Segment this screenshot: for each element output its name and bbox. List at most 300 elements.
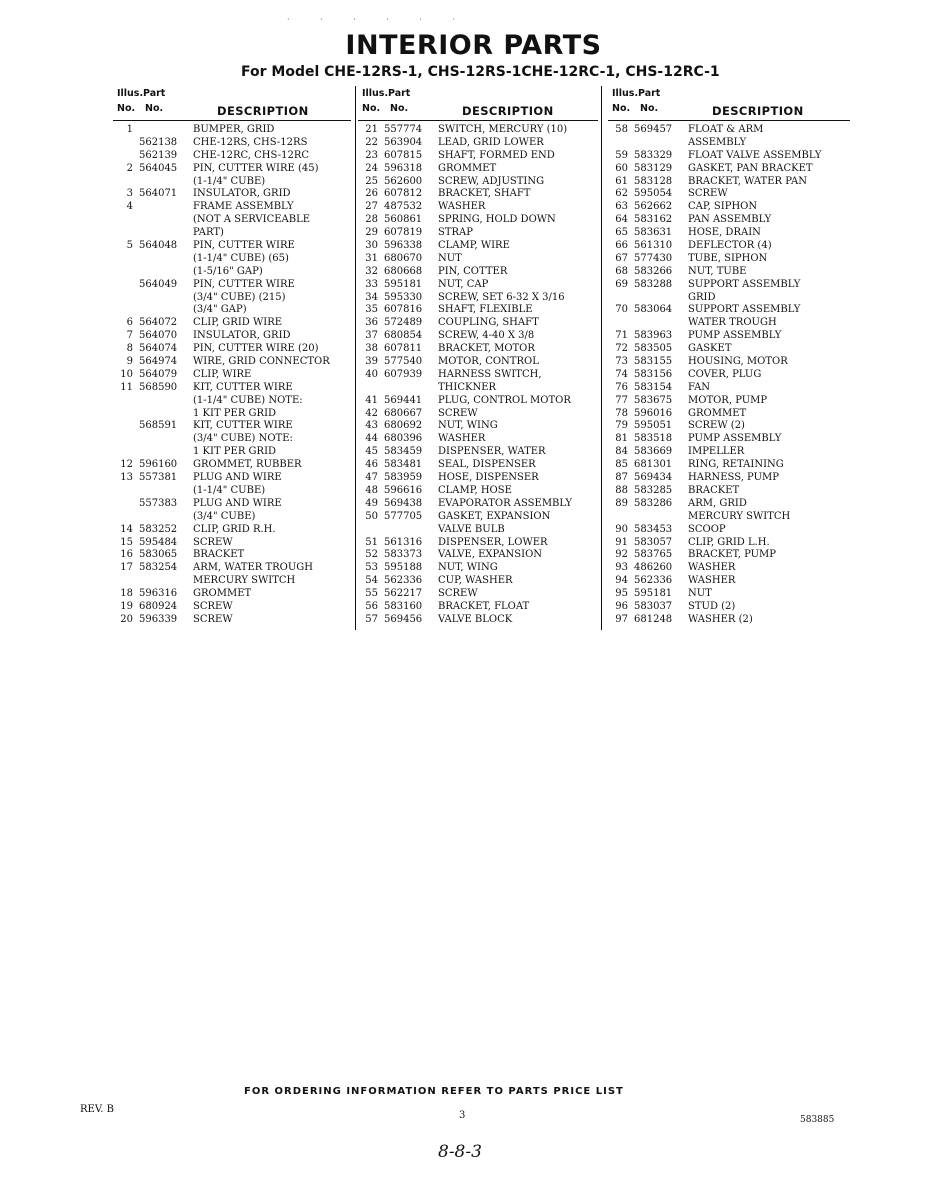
part-number: 595188 [384, 562, 423, 574]
part-description: MERCURY SWITCH [193, 575, 296, 587]
parts-row [113, 227, 351, 240]
illus-number: 94 [615, 575, 628, 587]
illus-number: 22 [365, 136, 378, 148]
part-number: 583959 [384, 472, 423, 484]
illus-number: 59 [615, 149, 628, 161]
part-number: 564074 [139, 343, 178, 355]
part-number: 583765 [634, 549, 673, 561]
part-description: SCREW (2) [688, 420, 745, 432]
illus-number: 76 [615, 381, 628, 393]
illus-number: 88 [615, 484, 628, 496]
parts-row [358, 343, 598, 356]
parts-row [358, 382, 598, 395]
part-number: 564045 [139, 162, 178, 174]
illus-number: 65 [615, 227, 628, 239]
parts-row [358, 446, 598, 459]
header-part: Part [638, 88, 661, 99]
illus-number: 44 [365, 433, 378, 445]
parts-row [113, 343, 351, 356]
part-number: 568591 [139, 420, 178, 432]
illus-number: 38 [365, 343, 378, 355]
parts-row [113, 292, 351, 305]
part-description: WIRE, GRID CONNECTOR [193, 356, 330, 368]
parts-row [113, 214, 351, 227]
part-description: PLUG AND WIRE [193, 472, 282, 484]
part-description: (3/4" CUBE) [193, 510, 256, 522]
parts-row [113, 304, 351, 317]
part-number: 583252 [139, 523, 178, 535]
parts-row [608, 279, 850, 292]
part-number: 557383 [139, 497, 178, 509]
parts-row [608, 253, 850, 266]
part-description: MERCURY SWITCH [688, 510, 791, 522]
part-number: 583631 [634, 227, 673, 239]
parts-row [608, 433, 850, 446]
parts-row [608, 614, 850, 627]
illus-number: 7 [126, 330, 133, 342]
part-description: GRID [688, 291, 716, 303]
part-description: VALVE BLOCK [438, 613, 513, 625]
part-description: NUT, TUBE [688, 265, 747, 277]
part-description: VALVE BULB [438, 523, 505, 535]
parts-row [358, 498, 598, 511]
part-number: 583162 [634, 214, 673, 226]
part-description: ARM, GRID [688, 497, 747, 509]
part-description: LEAD, GRID LOWER [438, 136, 544, 148]
parts-row [608, 317, 850, 330]
part-number: 595181 [634, 588, 673, 600]
parts-row [358, 227, 598, 240]
part-number: 607815 [384, 149, 423, 161]
illus-number: 58 [615, 124, 628, 135]
part-description: GASKET [688, 343, 732, 355]
parts-row [358, 472, 598, 485]
part-description: SUPPORT ASSEMBLY [688, 278, 801, 290]
part-description: GASKET, EXPANSION [438, 510, 551, 522]
parts-row [358, 253, 598, 266]
parts-row [113, 356, 351, 369]
illus-number: 62 [615, 188, 628, 200]
part-number: 583064 [634, 304, 673, 316]
part-number: 595051 [634, 420, 673, 432]
handwritten-mark: 8-8-3 [438, 1142, 482, 1162]
illus-number: 40 [365, 368, 378, 380]
part-number: 583481 [384, 459, 423, 471]
illus-number: 74 [615, 368, 628, 380]
part-number: 583963 [634, 330, 673, 342]
part-description: (1-1/4" CUBE) [193, 484, 266, 496]
parts-row [358, 266, 598, 279]
parts-row [358, 330, 598, 343]
header-illus: Illus. [117, 88, 144, 99]
parts-row [608, 382, 850, 395]
illus-number: 57 [365, 613, 378, 625]
parts-column-3 [608, 86, 850, 627]
part-description: NUT, WING [438, 420, 498, 432]
header-no: No. [640, 103, 659, 114]
part-description: IMPELLER [688, 446, 745, 458]
illus-number: 68 [615, 265, 628, 277]
illus-number: 27 [365, 201, 378, 213]
header-no: No. [145, 103, 164, 114]
part-description: COVER, PLUG [688, 368, 762, 380]
illus-number: 95 [615, 588, 628, 600]
parts-row [113, 537, 351, 550]
illus-number: 46 [365, 459, 378, 471]
illus-number: 11 [120, 381, 133, 393]
illus-number: 69 [615, 278, 628, 290]
page-title: INTERIOR PARTS [345, 30, 602, 61]
part-number: 583154 [634, 381, 673, 393]
parts-row [358, 395, 598, 408]
part-description: DISPENSER, LOWER [438, 536, 548, 548]
parts-row [113, 485, 351, 498]
part-number: 569457 [634, 124, 673, 135]
part-description: CLIP, GRID L.H. [688, 536, 770, 548]
part-description: PUMP ASSEMBLY [688, 330, 782, 342]
illus-number: 16 [120, 549, 133, 561]
illus-number: 54 [365, 575, 378, 587]
part-number: 680668 [384, 265, 423, 277]
part-number: 596316 [139, 588, 178, 600]
part-number: 569456 [384, 613, 423, 625]
part-description: HOSE, DRAIN [688, 227, 761, 239]
header-no: No. [362, 103, 381, 114]
parts-row [113, 446, 351, 459]
header-part: Part [143, 88, 166, 99]
part-number: 562336 [634, 575, 673, 587]
illus-number: 12 [120, 459, 133, 471]
illus-number: 51 [365, 536, 378, 548]
part-description: SEAL, DISPENSER [438, 459, 536, 471]
illus-number: 42 [365, 407, 378, 419]
part-description: ARM, WATER TROUGH [193, 562, 314, 574]
illus-number: 43 [365, 420, 378, 432]
parts-row [608, 498, 850, 511]
illus-number: 36 [365, 317, 378, 329]
parts-row [608, 188, 850, 201]
illus-number: 90 [615, 523, 628, 535]
parts-row [358, 433, 598, 446]
parts-row [608, 369, 850, 382]
part-description: SUPPORT ASSEMBLY [688, 304, 801, 316]
parts-row [113, 472, 351, 485]
part-description: (1-1/4" CUBE) [193, 175, 266, 187]
illus-number: 31 [365, 252, 378, 264]
part-number: 583285 [634, 484, 673, 496]
illus-number: 14 [120, 523, 133, 535]
part-number: 560861 [384, 214, 423, 226]
illus-number: 61 [615, 175, 628, 187]
part-description: PIN, COTTER [438, 265, 508, 277]
parts-row [608, 227, 850, 240]
parts-row [113, 188, 351, 201]
scan-specks: · · · · · · [287, 15, 469, 24]
part-number: 569438 [384, 497, 423, 509]
illus-number: 89 [615, 497, 628, 509]
illus-number: 35 [365, 304, 378, 316]
parts-row [113, 201, 351, 214]
part-number: 596016 [634, 407, 673, 419]
illus-number: 17 [120, 562, 133, 574]
part-description: GROMMET [688, 407, 747, 419]
part-description: 1 KIT PER GRID [193, 407, 277, 419]
part-number: 607939 [384, 368, 423, 380]
part-description: PLUG AND WIRE [193, 497, 282, 509]
parts-row [608, 408, 850, 421]
part-number: 487532 [384, 201, 423, 213]
illus-number: 15 [120, 536, 133, 548]
illus-number: 66 [615, 240, 628, 252]
part-number: 557774 [384, 124, 423, 135]
part-number: 583266 [634, 265, 673, 277]
part-description: FLOAT & ARM [688, 124, 764, 135]
part-description: (1-5/16" GAP) [193, 265, 263, 277]
part-number: 680670 [384, 252, 423, 264]
parts-list [113, 124, 351, 627]
part-number: 583675 [634, 394, 673, 406]
illus-number: 55 [365, 588, 378, 600]
part-description: STUD (2) [688, 600, 736, 612]
part-description: PIN, CUTTER WIRE [193, 278, 295, 290]
part-description: BRACKET, MOTOR [438, 343, 535, 355]
parts-row [113, 575, 351, 588]
illus-number: 19 [120, 600, 133, 612]
part-description: 1 KIT PER GRID [193, 446, 277, 458]
illus-number: 8 [126, 343, 133, 355]
illus-number: 23 [365, 149, 378, 161]
part-description: PIN, CUTTER WIRE (20) [193, 343, 319, 355]
header-illus: Illus. [362, 88, 389, 99]
part-description: ASSEMBLY [688, 136, 747, 148]
header-description: DESCRIPTION [462, 104, 554, 118]
part-description: SCREW [438, 407, 478, 419]
parts-row [113, 253, 351, 266]
parts-row [358, 562, 598, 575]
part-number: 595330 [384, 291, 423, 303]
illus-number: 77 [615, 394, 628, 406]
illus-number: 41 [365, 394, 378, 406]
part-description: NUT [688, 588, 712, 600]
part-description: MOTOR, PUMP [688, 394, 768, 406]
parts-row [113, 459, 351, 472]
parts-row [608, 575, 850, 588]
part-description: PAN ASSEMBLY [688, 214, 772, 226]
part-description: PUMP ASSEMBLY [688, 433, 782, 445]
part-description: CLIP, WIRE [193, 368, 252, 380]
part-description: CLAMP, HOSE [438, 484, 512, 496]
part-number: 596318 [384, 162, 423, 174]
part-number: 680396 [384, 433, 423, 445]
illus-number: 28 [365, 214, 378, 226]
part-number: 583155 [634, 356, 673, 368]
part-number: 577540 [384, 356, 423, 368]
header-part: Part [388, 88, 411, 99]
parts-row [608, 601, 850, 614]
illus-number: 60 [615, 162, 628, 174]
parts-row [113, 382, 351, 395]
part-number: 563904 [384, 136, 423, 148]
illus-number: 26 [365, 188, 378, 200]
illus-number: 67 [615, 252, 628, 264]
part-number: 680692 [384, 420, 423, 432]
part-description: MOTOR, CONTROL [438, 356, 539, 368]
parts-row [358, 124, 598, 137]
parts-row [358, 549, 598, 562]
part-description: WATER TROUGH [688, 317, 777, 329]
parts-row [113, 498, 351, 511]
parts-row [113, 524, 351, 537]
part-number: 564070 [139, 330, 178, 342]
part-number: 583065 [139, 549, 178, 561]
parts-row [358, 511, 598, 524]
parts-row [608, 356, 850, 369]
parts-row [113, 279, 351, 292]
illus-number: 48 [365, 484, 378, 496]
illus-number: 78 [615, 407, 628, 419]
parts-row [113, 176, 351, 189]
part-description: (1-1/4" CUBE) NOTE: [193, 394, 303, 406]
illus-number: 10 [120, 368, 133, 380]
parts-row [608, 163, 850, 176]
part-number: 561316 [384, 536, 423, 548]
parts-row [113, 433, 351, 446]
column-divider [601, 86, 602, 630]
illus-number: 53 [365, 562, 378, 574]
part-number: 583128 [634, 175, 673, 187]
parts-row [358, 588, 598, 601]
ordering-note: FOR ORDERING INFORMATION REFER TO PARTS PRICE LIST [244, 1086, 624, 1097]
illus-number: 72 [615, 343, 628, 355]
part-number: 595181 [384, 278, 423, 290]
parts-row [608, 549, 850, 562]
part-number: 583254 [139, 562, 178, 574]
parts-row [608, 485, 850, 498]
part-number: 583329 [634, 149, 673, 161]
part-description: RING, RETAINING [688, 459, 784, 471]
part-number: 564072 [139, 317, 178, 329]
illus-number: 84 [615, 446, 628, 458]
parts-row [608, 240, 850, 253]
part-description: BRACKET, FLOAT [438, 600, 530, 612]
part-description: CHE-12RC, CHS-12RC [193, 149, 310, 161]
parts-row [608, 420, 850, 433]
parts-row [358, 214, 598, 227]
part-number: 607816 [384, 304, 423, 316]
part-description: HARNESS SWITCH, [438, 368, 542, 380]
part-number: 583037 [634, 600, 673, 612]
column-divider [355, 86, 356, 630]
parts-row [358, 150, 598, 163]
part-number: 564048 [139, 240, 178, 252]
parts-row [608, 537, 850, 550]
part-number: 486260 [634, 562, 673, 574]
illus-number: 39 [365, 356, 378, 368]
parts-row [608, 459, 850, 472]
part-description: SCREW, SET 6-32 X 3/16 [438, 291, 565, 303]
illus-number: 24 [365, 162, 378, 174]
parts-row [608, 304, 850, 317]
part-description: THICKNER [438, 381, 497, 393]
part-description: CHE-12RS, CHS-12RS [193, 136, 308, 148]
parts-row [358, 537, 598, 550]
part-number: 595484 [139, 536, 178, 548]
parts-row [113, 317, 351, 330]
illus-number: 34 [365, 291, 378, 303]
parts-row [113, 511, 351, 524]
parts-row [608, 124, 850, 137]
parts-row [358, 356, 598, 369]
parts-list [358, 124, 598, 627]
parts-row [358, 201, 598, 214]
part-number: 680854 [384, 330, 423, 342]
part-description: NUT, WING [438, 562, 498, 574]
part-number: 583453 [634, 523, 673, 535]
part-number: 583160 [384, 600, 423, 612]
parts-row [358, 163, 598, 176]
part-description: CUP, WASHER [438, 575, 513, 587]
part-description: BRACKET, WATER PAN [688, 175, 807, 187]
parts-row [113, 124, 351, 137]
part-number: 583459 [384, 446, 423, 458]
illus-number: 29 [365, 227, 378, 239]
part-description: BUMPER, GRID [193, 124, 275, 135]
parts-row [608, 446, 850, 459]
parts-row [358, 176, 598, 189]
part-description: BRACKET, PUMP [688, 549, 777, 561]
header-description: DESCRIPTION [712, 104, 804, 118]
part-number: 681248 [634, 613, 673, 625]
part-number: 564071 [139, 188, 178, 200]
part-description: SCREW, ADJUSTING [438, 175, 545, 187]
parts-row [608, 395, 850, 408]
part-description: GROMMET [193, 588, 252, 600]
part-number: 583286 [634, 497, 673, 509]
parts-row [358, 240, 598, 253]
header-description: DESCRIPTION [217, 104, 309, 118]
part-description: BRACKET, SHAFT [438, 188, 531, 200]
part-number: 583669 [634, 446, 673, 458]
illus-number: 93 [615, 562, 628, 574]
parts-row [113, 330, 351, 343]
parts-row [113, 395, 351, 408]
part-number: 562336 [384, 575, 423, 587]
parts-row [113, 420, 351, 433]
part-number: 564049 [139, 278, 178, 290]
part-description: PLUG, CONTROL MOTOR [438, 394, 571, 406]
part-number: 569441 [384, 394, 423, 406]
part-number: 607811 [384, 343, 423, 355]
illus-number: 25 [365, 175, 378, 187]
part-description: KIT, CUTTER WIRE [193, 381, 293, 393]
part-description: SHAFT, FLEXIBLE [438, 304, 533, 316]
part-description: SCOOP [688, 523, 726, 535]
parts-row [358, 317, 598, 330]
part-description: SCREW [438, 588, 478, 600]
parts-list [608, 124, 850, 627]
parts-row [608, 472, 850, 485]
header-illus: Illus. [612, 88, 639, 99]
part-description: SCREW, 4-40 X 3/8 [438, 330, 535, 342]
part-number: 568590 [139, 381, 178, 393]
parts-row [113, 266, 351, 279]
part-description: CLIP, GRID R.H. [193, 523, 276, 535]
parts-row [358, 485, 598, 498]
part-description: SCREW [193, 536, 233, 548]
part-number: 569434 [634, 472, 673, 484]
illus-number: 1 [126, 124, 133, 135]
parts-row [608, 137, 850, 150]
